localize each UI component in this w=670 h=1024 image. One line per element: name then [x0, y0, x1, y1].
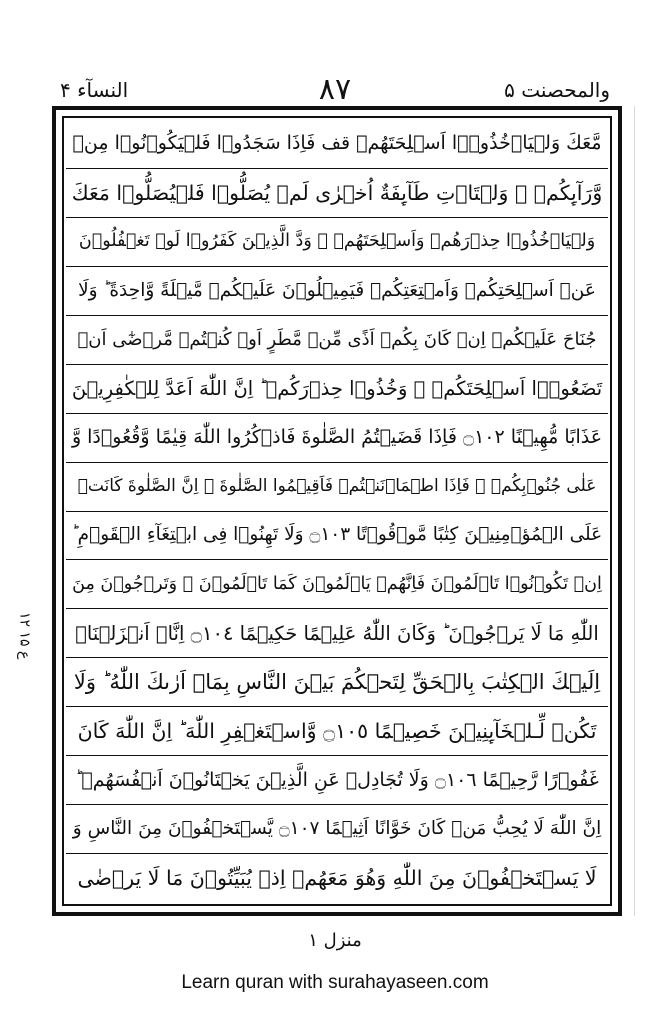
- page-header: [56, 72, 614, 106]
- verse-line: مَّعَكَ وَلۡيَاۡخُذُوۡۤا اَسۡلِحَتَهُمۡ قف فَاِذَا سَجَدُوۡا فَلۡيَكُوۡنُوۡا مِنۡ: [66, 120, 608, 169]
- margin-divider: [634, 106, 635, 916]
- text-frame: [52, 106, 622, 916]
- surah-name: النسآء ۴: [60, 78, 129, 102]
- verse-line: عَنۡ اَسۡلِحَتِكُمۡ وَاَمۡتِعَتِكُمۡ فَيَمِيۡلُوۡنَ عَلَيۡكُمۡ مَّيۡلَةً وَّاحِدَةً ؕ وَلَا: [66, 267, 608, 316]
- verse-line: وَلۡيَاۡخُذُوۡا حِذۡرَهُمۡ وَاَسۡلِحَتَهُمۡ ۚ وَدَّ الَّذِيۡنَ كَفَرُوۡا لَوۡ تَغۡفُلُوۡنَ: [66, 218, 608, 267]
- verse-line: غَفُوۡرًا رَّحِيۡمًا ۝١٠٦ وَلَا تُجَادِلۡ عَنِ الَّذِيۡنَ يَخۡتَانُوۡنَ اَنۡفُسَهُمۡ ؕ: [66, 756, 608, 805]
- verse-line: تَضَعُوۡۤا اَسۡلِحَتَكُمۡ ۚ وَخُذُوۡا حِذۡرَكُمۡ ؕ اِنَّ اللّٰهَ اَعَدَّ لِلۡكٰفِرِيۡنَ: [66, 365, 608, 414]
- verse-line: اِنَّ اللّٰهَ لَا يُحِبُّ مَنۡ كَانَ خَوَّانًا اَثِيۡمًا ۝١٠٧ يَّسۡتَخۡفُوۡنَ مِنَ النَّاسِ وَ: [66, 805, 608, 854]
- verse-line: جُنَاحَ عَلَيۡكُمۡ اِنۡ كَانَ بِكُمۡ اَذًى مِّنۡ مَّطَرٍ اَوۡ كُنۡتُمۡ مَّرۡضٰٓى اَنۡ: [66, 316, 608, 365]
- verse-line: وَّرَآٮِٕكُمۡ ۖ وَلۡتَاۡتِ طَآٮِٕفَةٌ اُخۡرٰى لَمۡ يُصَلُّوۡا فَلۡيُصَلُّوۡا مَعَكَ: [66, 169, 608, 218]
- verse-line: لَا يَسۡتَخۡفُوۡنَ مِنَ اللّٰهِ وَهُوَ مَعَهُمۡ اِذۡ يُبَيِّتُوۡنَ مَا لَا يَرۡضٰى: [77, 865, 597, 890]
- verse-line: اِلَيۡكَ الۡكِتٰبَ بِالۡحَقِّ لِتَحۡكُمَ بَيۡنَ النَّاسِ بِمَاۤ اَرٰٮكَ اللّٰهُ ؕ وَلَا: [66, 658, 608, 707]
- verse-line: عَلٰى جُنُوۡبِكُمۡ ۚ فَاِذَا اطۡمَاۡنَنۡتُمۡ فَاَقِيۡمُوا الصَّلٰوةَ ۚ اِنَّ الصَّلٰوةَ كَانَتۡ: [66, 463, 608, 512]
- verse-line: اِنۡ تَكُوۡنُوۡا تَاۡلَمُوۡنَ فَاِنَّهُمۡ يَاۡلَمُوۡنَ كَمَا تَاۡلَمُوۡنَ ۚ وَتَرۡجُوۡنَ مِنَ: [66, 560, 608, 609]
- verse-line: عَلَى الۡمُؤۡمِنِيۡنَ كِتٰبًا مَّوۡقُوۡتًا ۝١٠٣ وَلَا تَهِنُوۡا فِى ابۡتِغَآءِ الۡقَوۡمِ ؕ: [66, 512, 608, 561]
- verse-line: اللّٰهِ مَا لَا يَرۡجُوۡنَ ؕ وَكَانَ اللّٰهُ عَلِيۡمًا حَكِيۡمًا ۝١٠٤ اِنَّاۤ اَنۡزَلۡنَاۤ: [66, 609, 608, 658]
- manzil-label: منزل ۱: [308, 930, 362, 951]
- juz-name: والمحصنت ۵: [504, 78, 610, 102]
- verse-line: تَكُنۡ لِّـلۡخَآٮِٕنِيۡنَ خَصِيۡمًا ۝١٠٥ وَّاسۡتَغۡفِرِ اللّٰهَ ؕ اِنَّ اللّٰهَ كَانَ: [66, 707, 608, 756]
- ruku-marker: ع ۱۵ ۱۲: [16, 612, 33, 660]
- footer-link-text[interactable]: Learn quran with surahayaseen.com: [181, 972, 489, 993]
- page-number: ٨٧: [318, 72, 352, 107]
- text-frame-inner: [62, 116, 612, 906]
- verse-lines: [66, 120, 608, 902]
- verse-line: عَذَابًا مُّهِيۡنًا ۝١٠٢ فَاِذَا قَضَيۡتُمُ الصَّلٰوةَ فَاذۡكُرُوا اللّٰهَ قِيٰمًا وَّقُعُوۡدًا وَّ: [66, 414, 608, 463]
